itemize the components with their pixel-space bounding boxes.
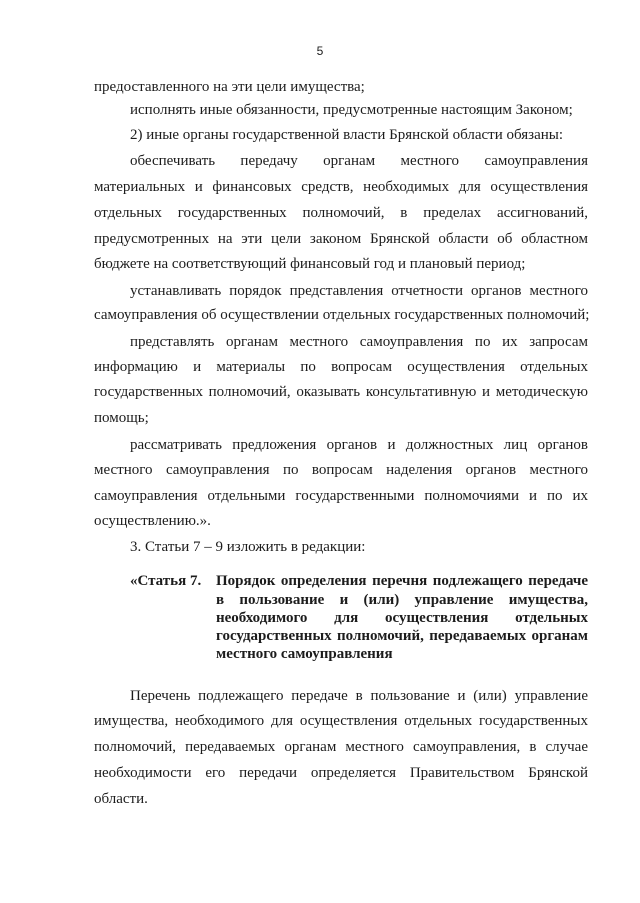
text-line: устанавливать порядок представления отчетности органов местного [130, 283, 588, 299]
text-line: информацию и материалы по вопросам осуществления отдельных [94, 359, 588, 375]
text-line: полномочий, передаваемых органам местного самоуправления, в случае [94, 739, 588, 755]
text-line: исполнять иные обязанности, предусмотренные настоящим Законом; [130, 102, 573, 118]
text-line: государственных полномочий, оказывать консультативную и методическую [94, 384, 588, 400]
text-line: местного самоуправления по вопросам наделения органов местного [94, 462, 588, 478]
page-number: 5 [316, 44, 324, 58]
text-line: 2) иные органы государственной власти Брянской области обязаны: [130, 127, 564, 143]
article-title-line: Порядок определения перечня подлежащего передаче [216, 573, 588, 589]
article-title-line: государственных полномочий, передаваемых органам [216, 628, 588, 644]
text-line: самоуправления отдельными государственными полномочиями и по их [94, 488, 588, 504]
text-line: самоуправления об осуществлении отдельных государственных полномочий; [94, 307, 590, 323]
text-line: представлять органам местного самоуправления по их запросам [130, 334, 588, 350]
text-line: предоставленного на эти цели имущества; [94, 79, 365, 95]
text-line: Перечень подлежащего передаче в пользование и (или) управление [130, 688, 588, 704]
article-title-line: в пользование и (или) управление имущества, [216, 592, 588, 608]
text-line: осуществлению.». [94, 513, 211, 529]
text-line: области. [94, 791, 148, 807]
text-line: помощь; [94, 410, 149, 426]
article-label: «Статья 7. [130, 573, 202, 589]
text-line: предусмотренных на эти цели законом Брянской области об областном [94, 231, 588, 247]
article-title-line: местного самоуправления [216, 646, 393, 662]
text-line: отдельных государственных полномочий, в пределах ассигнований, [94, 205, 588, 221]
text-line: рассматривать предложения органов и должностных лиц органов [130, 437, 588, 453]
text-line: имущества, необходимого для осуществления отдельных государственных [94, 713, 588, 729]
text-line: обеспечивать передачу органам местного самоуправления [130, 153, 588, 169]
text-line: необходимости его передачи определяется Правительством Брянской [94, 765, 588, 781]
article-title-line: необходимого для осуществления отдельных [216, 610, 588, 626]
text-line: 3. Статьи 7 – 9 изложить в редакции: [130, 539, 366, 555]
text-line: бюджете на соответствующий финансовый год и плановый период; [94, 256, 526, 272]
text-line: материальных и финансовых средств, необходимых для осуществления [94, 179, 588, 195]
